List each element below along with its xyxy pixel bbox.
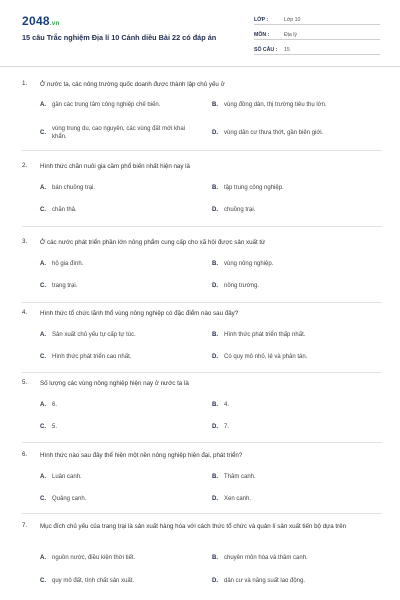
question-number: 5.: [22, 379, 28, 386]
question-text: Ở nước ta, các nông trường quốc doanh được thành lập chủ yếu ở: [40, 81, 225, 88]
question-text: Hình thức tổ chức lãnh thổ vùng nông nghiệp có đặc điểm nào sau đây?: [40, 310, 239, 317]
answer-option[interactable]: [212, 401, 369, 409]
option-text: Có quy mô nhỏ, lẻ và phân tán.: [224, 354, 308, 360]
option-text: 6.: [52, 402, 58, 408]
answer-option[interactable]: [212, 495, 369, 503]
question-number: 2.: [22, 162, 28, 169]
option-text: quy mô đất, tính chất sản xuất.: [52, 578, 135, 584]
option-text: Xen canh.: [224, 496, 252, 502]
answer-option[interactable]: [40, 206, 197, 214]
option-text: tập trung công nghiệp.: [224, 185, 284, 191]
option-letter: C.: [40, 354, 46, 360]
option-text: nông trường.: [224, 283, 259, 289]
question-divider: [22, 226, 382, 227]
answer-option[interactable]: [40, 554, 197, 562]
option-letter: B.: [212, 102, 218, 108]
meta-label: SỐ CÂU :: [254, 47, 278, 53]
question-divider: [22, 513, 382, 514]
option-text: Hình thức phát triển thấp nhất.: [224, 332, 306, 338]
option-text: 7.: [224, 424, 230, 430]
answer-option[interactable]: [212, 101, 369, 109]
option-text: dân cư và năng suất lao động.: [224, 578, 306, 584]
option-text: Luân canh.: [52, 474, 82, 480]
site-logo[interactable]: [22, 14, 59, 28]
meta-label: MÔN :: [254, 32, 270, 38]
question-number: 7.: [22, 522, 28, 529]
answer-option[interactable]: [40, 101, 197, 109]
option-text: Hình thức phát triển cao nhất.: [52, 354, 132, 360]
answer-option[interactable]: [212, 577, 369, 585]
meta-info: [254, 13, 380, 58]
question-text: Ở các nước phát triển phần lớn nông phẩm cung cấp cho xã hội được sản xuất từ: [40, 239, 266, 246]
answer-option[interactable]: [40, 353, 197, 361]
question-text: Số lượng các vùng nông nghiệp hiện nay ở nước ta là: [40, 380, 189, 387]
option-text: bán chuồng trại.: [52, 185, 96, 191]
answer-option[interactable]: [212, 554, 369, 562]
question-text: Hình thức chăn nuôi gia cầm phổ biến nhất hiện nay là: [40, 163, 190, 170]
option-text: hộ gia đình.: [52, 261, 84, 267]
option-letter: C.: [40, 207, 46, 213]
meta-row-subject: [254, 28, 380, 40]
option-letter: B.: [212, 402, 218, 408]
option-letter: B.: [212, 185, 218, 191]
option-letter: D.: [212, 207, 218, 213]
meta-value: 15: [284, 47, 290, 53]
meta-row-class: [254, 13, 380, 25]
option-letter: A.: [40, 555, 46, 561]
option-letter: A.: [40, 332, 46, 338]
option-text: trang trại.: [52, 283, 78, 289]
question-text: Mục đích chủ yếu của trang trại là sản xuất hàng hóa với cách thức tổ chức và quản lí sản xuất tiến bộ dựa trên: [40, 523, 347, 530]
option-text: gần các trung tâm công nghiệp chế biến.: [52, 102, 161, 108]
option-text: chuyên môn hóa và thâm canh.: [224, 555, 308, 561]
option-letter: B.: [212, 555, 218, 561]
option-text: chuồng trại.: [224, 207, 256, 213]
answer-option[interactable]: [40, 577, 197, 585]
answer-option[interactable]: [212, 260, 369, 268]
option-letter: A.: [40, 474, 46, 480]
option-text: 4.: [224, 402, 230, 408]
answer-option[interactable]: [40, 184, 197, 192]
document-header: [0, 0, 400, 64]
answer-option[interactable]: [212, 206, 369, 214]
option-letter: C.: [40, 578, 46, 584]
page-title: 15 câu Trắc nghiệm Địa lí 10 Cánh diều Bài 22 có đáp án: [22, 33, 217, 42]
answer-option[interactable]: [40, 282, 197, 290]
option-text: Thâm canh.: [224, 474, 256, 480]
logo-suffix: .vn: [49, 21, 60, 27]
option-letter: C.: [40, 283, 46, 289]
answer-option[interactable]: [40, 331, 197, 339]
answer-option[interactable]: [212, 331, 369, 339]
option-letter: A.: [40, 102, 46, 108]
option-text: Quảng canh.: [52, 496, 87, 502]
option-text: nguồn nước, điều kiện thời tiết.: [52, 555, 136, 561]
question-divider: [22, 442, 382, 443]
option-letter: B.: [212, 261, 218, 267]
option-letter: C.: [40, 496, 46, 502]
question-number: 6.: [22, 451, 28, 458]
option-letter: C.: [40, 130, 46, 136]
answer-option[interactable]: [40, 125, 187, 141]
option-text: vùng trung du, cao nguyên, các vùng đất mới khai khẩn.: [52, 126, 186, 140]
question-number: 4.: [22, 309, 28, 316]
option-letter: D.: [212, 496, 218, 502]
answer-option[interactable]: [40, 473, 197, 481]
option-letter: C.: [40, 424, 46, 430]
answer-option[interactable]: [40, 260, 197, 268]
option-text: chăn thả.: [52, 207, 77, 213]
answer-option[interactable]: [212, 184, 369, 192]
answer-option[interactable]: [212, 353, 369, 361]
option-text: vùng dân cư thưa thớt, gần biên giới.: [224, 130, 324, 136]
header-divider: [0, 66, 400, 67]
option-letter: A.: [40, 185, 46, 191]
answer-option[interactable]: [40, 495, 197, 503]
option-letter: D.: [212, 354, 218, 360]
answer-option[interactable]: [40, 423, 197, 431]
option-letter: D.: [212, 578, 218, 584]
question-divider: [22, 302, 382, 303]
question-number: 1.: [22, 80, 28, 87]
meta-label: LỚP :: [254, 17, 269, 23]
option-text: vùng đồng dân, thị trường tiêu thụ lớn.: [224, 102, 327, 108]
option-letter: D.: [212, 424, 218, 430]
meta-row-count: [254, 43, 380, 55]
answer-option[interactable]: [212, 423, 369, 431]
option-letter: A.: [40, 261, 46, 267]
answer-option[interactable]: [212, 282, 369, 290]
option-letter: B.: [212, 474, 218, 480]
meta-value: Lớp 10: [284, 17, 301, 23]
option-letter: B.: [212, 332, 218, 338]
question-divider: [22, 372, 382, 373]
option-text: Sản xuất chủ yếu tự cấp tự túc.: [52, 332, 136, 338]
option-text: vùng nông nghiệp.: [224, 261, 274, 267]
answer-option[interactable]: [40, 401, 197, 409]
question-divider: [22, 150, 382, 151]
option-letter: D.: [212, 130, 218, 136]
answer-option[interactable]: [212, 129, 369, 137]
meta-value: Địa lý: [284, 32, 297, 38]
answer-option[interactable]: [212, 473, 369, 481]
logo-text: 2048: [22, 14, 50, 28]
question-number: 3.: [22, 238, 28, 245]
question-text: Hình thức nào sau đây thể hiện một nền nông nghiệp hiện đại, phát triển?: [40, 452, 243, 459]
option-letter: D.: [212, 283, 218, 289]
option-letter: A.: [40, 402, 46, 408]
option-text: 5.: [52, 424, 58, 430]
